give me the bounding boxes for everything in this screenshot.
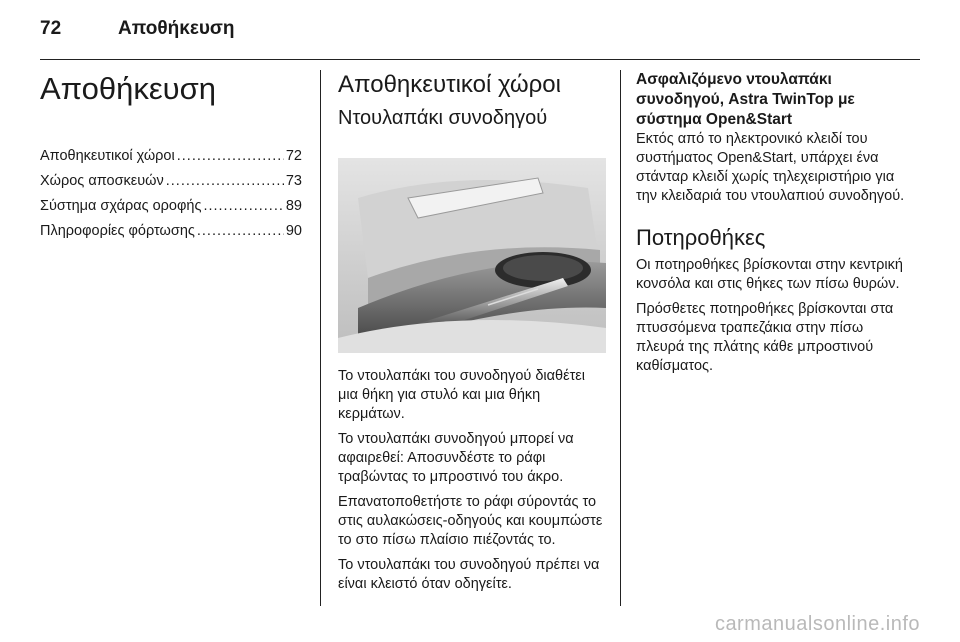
watermark: carmanualsonline.info	[714, 613, 920, 635]
toc-entry[interactable]	[40, 169, 302, 194]
storage-column	[338, 70, 606, 600]
chapter-title: Αποθήκευση	[40, 71, 216, 106]
storage-paragraphs	[338, 367, 606, 594]
toc-entry[interactable]	[40, 144, 302, 169]
toc-label: Πληροφορίες φόρτωσης	[40, 223, 195, 239]
paragraph: Το ντουλαπάκι του συνοδηγού διαθέτει μια θήκη για στυλό και μια θήκη κερμάτων.	[338, 368, 585, 422]
cupholders-heading: Ποτηροθήκες	[636, 225, 766, 250]
paragraph: Το ντουλαπάκι του συνοδηγού πρέπει να είναι κλειστό όταν οδηγείτε.	[338, 557, 600, 592]
toc-leader	[177, 144, 284, 169]
toc-entry[interactable]	[40, 219, 302, 244]
glovebox-photo	[338, 158, 606, 353]
column-divider	[620, 70, 621, 606]
subsection-title: Ντουλαπάκι συνοδηγού	[338, 107, 548, 129]
table-of-contents	[40, 144, 302, 244]
toc-page: 73	[285, 173, 302, 189]
toc-page: 72	[285, 148, 302, 164]
toc-label: Σύστημα σχάρας οροφής	[40, 198, 202, 214]
toc-entry[interactable]	[40, 194, 302, 219]
chapter-column	[40, 70, 302, 244]
paragraph: Εκτός από το ηλεκτρονικό κλειδί του συστήματος Open&Start, υπάρχει ένα στάνταρ κλειδί χωρίς τηλεχειριστήριο για την κλειδαριά του ντουλαπιού συνοδηγού.	[636, 131, 905, 204]
lockable-glovebox-heading: Ασφαλιζόμενο ντουλαπάκι συνοδηγού, Astra TwinTop με σύστημα Open&Start	[636, 71, 855, 128]
column-divider	[320, 70, 321, 606]
section-title: Αποθηκευτικοί χώροι	[338, 71, 561, 98]
toc-leader	[166, 169, 284, 194]
paragraph: Πρόσθετες ποτηροθήκες βρίσκονται στα πτυσσόμενα τραπεζάκια στην πίσω πλευρά της πλάτης κάθε μπροστινού καθίσματος.	[636, 301, 894, 374]
page-number: 72	[40, 18, 62, 39]
toc-page: 90	[285, 223, 302, 239]
toc-page: 89	[285, 198, 302, 214]
paragraph: Επανατοποθετήστε το ράφι σύροντάς το στις αυλακώσεις-οδηγούς και κουμπώστε το στο πίσω πλαίσιο πιέζοντάς το.	[338, 494, 603, 548]
header-divider	[40, 59, 920, 60]
toc-leader	[203, 194, 283, 219]
toc-label: Χώρος αποσκευών	[40, 173, 164, 189]
paragraph: Το ντουλαπάκι συνοδηγού μπορεί να αφαιρεθεί: Αποσυνδέστε το ράφι τραβώντας το μπροστινό του άκρο.	[338, 431, 574, 485]
toc-leader	[197, 219, 284, 244]
info-column	[636, 70, 906, 382]
toc-label: Αποθηκευτικοί χώροι	[40, 148, 175, 164]
glovebox-illustration	[338, 158, 606, 353]
page-header	[40, 18, 920, 48]
running-title: Αποθήκευση	[118, 18, 235, 39]
paragraph: Οι ποτηροθήκες βρίσκονται στην κεντρική κονσόλα και στις θήκες των πίσω θυρών.	[636, 257, 903, 292]
